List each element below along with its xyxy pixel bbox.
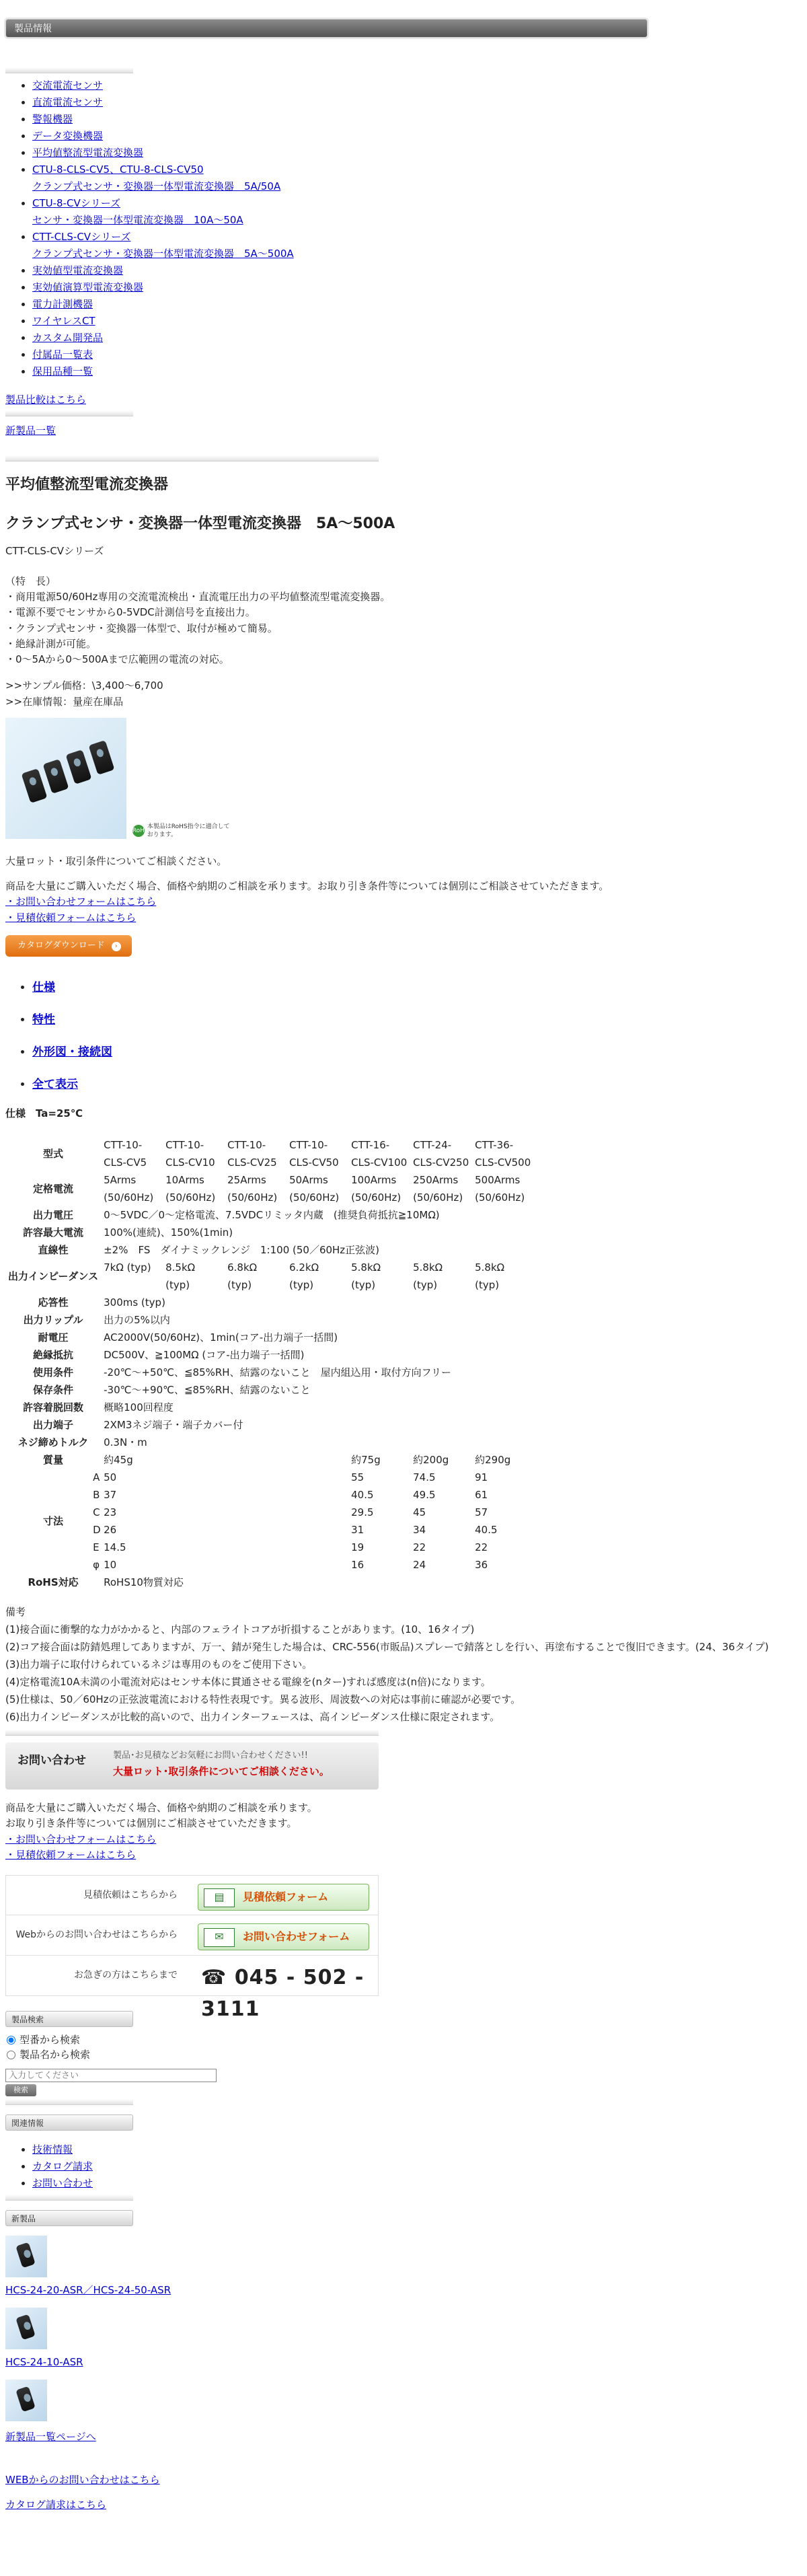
spec-table (5, 1136, 534, 1591)
table-row: 耐電圧 AC2000V(50/60Hz)、1min(コア-出力端子一括間) (38, 1331, 338, 1344)
stock-info: >>在庫情報：量産在庫品 (5, 695, 124, 708)
nav-item[interactable]: • データ変換機器 (32, 128, 802, 145)
tab-show-all[interactable]: 全て表示 (32, 1077, 78, 1091)
table-row: 絶縁抵抗 DC500V、≧100MΩ (コア-出力端子一括間) (33, 1348, 305, 1362)
table-row: 直線性 ±2% FS ダイナミックレンジ 1:100 (50／60Hz正弦波) (38, 1243, 380, 1257)
tab-spec[interactable]: 仕様 (32, 980, 55, 994)
inquiry-form-link[interactable]: ・お問い合わせフォームはこちら (5, 895, 157, 908)
inquiry-banner: お問い合わせ 製品･お見積などお気軽にお問い合わせください!! 大量ロット･取引条件についてご相談ください。 (5, 1742, 379, 1790)
bulk-note: 商品を大量にご購入いただく場合、価格や納期のご相談を承ります。お取り引き条件等については個別にご相談させていただきます。 (5, 880, 609, 893)
related-header: 関連情報 (5, 2114, 133, 2131)
search-input[interactable] (5, 2069, 217, 2082)
product-image (5, 718, 126, 839)
table-row: 定格電流 5Arms (50/60Hz) 10Arms (50/60Hz) 25Arms (50/60Hz) 50Arms (50/60Hz) 100Arms (50/60Hz) 250Arms (50/60Hz) 500Arms (50/60Hz) (33, 1174, 525, 1204)
new-product-link[interactable]: HCS-24-10-ASR (5, 2356, 83, 2369)
new-product-image[interactable] (5, 2236, 47, 2277)
mail-icon: ✉ (204, 1928, 235, 1947)
table-row: ネジ締めトルク 0.3N・m (17, 1436, 147, 1449)
related-list (5, 2141, 802, 2192)
arrow-right-icon: › (112, 942, 121, 951)
catalog-download-button[interactable]: カタログダウンロード › (5, 935, 132, 957)
related-link[interactable]: カタログ請求 (32, 2160, 93, 2172)
nav-item[interactable]: • CTT-CLS-CVシリーズ クランプ式センサ・変換器一体型電流変換器 5A～500A (32, 229, 802, 262)
table-row: 型式 CTT-10-CLS-CV5 CTT-10-CLS-CV10 CTT-10-CLS-CV25 CTT-10-CLS-CV50 CTT-16-CLS-CV100 CTT-24-CLS-CV250 CTT-36-CLS-CV500 (43, 1139, 531, 1169)
table-row: 許容最大電流 100%(連続)、150%(1min) (23, 1226, 233, 1239)
inquiry-form-link[interactable]: ・お問い合わせフォームはこちら (5, 1833, 157, 1845)
table-row: 出力インピーダンス 7kΩ (typ) 8.5kΩ (typ) 6.8kΩ (typ) 6.2kΩ (typ) 5.8kΩ (typ) 5.8kΩ (typ) 5.8kΩ (typ) (8, 1261, 505, 1292)
new-products-header: 新製品 (5, 2210, 133, 2226)
document-icon: ▤ (204, 1888, 235, 1907)
series-name: CTT-CLS-CVシリーズ (5, 544, 104, 557)
table-row: RoHS対応 RoHS10物質対応 (28, 1576, 184, 1589)
divider (5, 2099, 133, 2105)
nav-item[interactable]: • 交流電流センサ (32, 77, 802, 94)
table-row: D 26 31 34 40.5 (93, 1524, 498, 1537)
new-product-image[interactable] (5, 2380, 47, 2421)
nav-item[interactable]: • 電力計測機器 (32, 296, 802, 313)
table-row: B 37 40.5 49.5 61 (93, 1489, 488, 1502)
section-tabs (5, 971, 802, 1101)
rohs-icon: RoHS (132, 825, 145, 837)
estimate-form-button[interactable]: ▤ 見積依頼フォーム (198, 1884, 369, 1911)
web-inquiry-link[interactable]: WEBからのお問い合わせはこちら (5, 2473, 160, 2486)
nav-item[interactable]: • 実効値演算型電流変換器 (32, 279, 802, 296)
nav-item[interactable]: • CTU-8-CVシリーズ センサ・変換器一体型電流変換器 10A～50A (32, 195, 802, 229)
table-row: 質量 約45g 約75g 約200g 約290g (43, 1453, 511, 1467)
product-info-header: 製品情報 (5, 19, 648, 38)
table-row: 出力電圧 0～5VDC／0～定格電流、7.5VDCリミッタ内蔵 (推奨負荷抵抗≧10MΩ) (33, 1208, 440, 1222)
estimate-form-link[interactable]: ・見積依頼フォームはこちら (5, 1848, 137, 1861)
category-title: 平均値整流型電流変換器 (5, 476, 169, 493)
table-row: φ 10 16 24 36 (93, 1559, 488, 1572)
product-title: クランプ式センサ・変換器一体型電流変換器 5A～500A (5, 515, 395, 532)
nav-item[interactable]: • CTU-8-CLS-CV5、CTU-8-CLS-CV50 クランプ式センサ・変換器一体型電流変換器 5A/50A (32, 161, 802, 195)
new-products-link[interactable]: 新製品一覧 (5, 425, 56, 437)
tab-characteristics[interactable]: 特性 (32, 1013, 55, 1027)
divider (5, 1730, 379, 1736)
nav-item[interactable]: • 実効値型電流変換器 (32, 262, 802, 279)
related-link[interactable]: お問い合わせ (32, 2176, 93, 2189)
nav-item[interactable]: • 保用品種一覧 (32, 363, 802, 380)
table-row: 出力リップル 出力の5%以内 (23, 1313, 170, 1327)
divider (5, 2195, 133, 2201)
estimate-row: 見積依頼はこちらから ▤ 見積依頼フォーム (5, 1875, 379, 1915)
features: （特 長） ・商用電源50/60Hz専用の交流電流検出・直流電圧出力の平均値整流型電流変換器。 ・電源不要でセンサから0-5VDC計測信号を直接出力。 ・クランプ式センサ・変換器一体型で、取付が極めて簡易。 ・絶縁計測が可能。 ・0～5Aから0～500Aまで広範囲の電流の対応。 (5, 575, 391, 666)
search-button[interactable]: 検索 (5, 2084, 36, 2096)
radio-name[interactable] (7, 2051, 15, 2059)
notes: 備考 (1)接合面に衝撃的な力がかかると、内部のフェライトコアが折損することがあります。(10、16タイプ) (2)コア接合面は防錆処理してありますが、万一、錆が発生した場合は、CRC-556(市販品)スプレーで錆落としを行い、再塗布することで復旧できます。(24、36タイプ) (3)出力端子に取付けられているネジは専用のものをご使用下さい。 (4)定格電流10A未満の小電流対応はセンサ本体に貫通させる電線を(nター)すれば感度は(n倍)になります。 (5)仕様は、50／60Hzの正弦波電流における特性表現です。異る波形、周波数への対応は事前に確認が必要です。 (6)出力インピーダンスが比較的高いので、出力インターフェースは、高インピーダンス仕様に限定されます。 (5, 1606, 769, 1724)
inquiry-form-button[interactable]: ✉ お問い合わせフォーム (198, 1923, 369, 1950)
category-nav (5, 77, 802, 380)
compare-link[interactable]: 製品比較はこちら (5, 394, 87, 406)
phone-row: お急ぎの方はこちらまで ☎ 045 - 502 - 3111 (5, 1956, 379, 1996)
page: 製品情報 • 交流電流センサ • 直流電流センサ • 警報機器 • データ変換機器 • 平均値整流型電流変換器 • CTU-8-CLS-CV5、CTU-8-CLS-CV50 クランプ式センサ・変換器一体型電流変換器 5A/50A • CTU-8-CVシリーズ センサ・変換器一体型電流変換器 10A～50A • CTT-CLS-CVシリーズ クランプ式センサ・変換器一体型電流変換器 5A～500A • 実効値型電流変換器 • 実効値演算型電流変換器 • 電力計測機器 • ワイヤレスCT • カスタム開発品 • 付属品一覧表 • 保用品種一覧 製品比較はこちら 新製品一覧 平均値整流型電流変換器 クランプ式センサ・変換器一体型電流変換器 5A～500A CTT-CLS-CVシリーズ （特 長） ・商用電源50/60Hz専用の交流電流検出・直流電圧出力の平均値整流型電流変換器。 ・電源不要でセンサから0-5VDC計測信号を直接出力。 ・クランプ式センサ・変換器一体型で、取付が極めて簡易。 ・絶縁計測が可能。 ・0～5Aから0～500Aまで広範囲の電流の対応。 >>サンプル価格：\3,400～6,700 >>在庫情報：量産在庫品 RoHS本製品はRoHS指令に適合して おります。 大量ロット・取引条件についてご相談ください。 商品を大量にご購入いただく場合、価格や納期のご相談を承ります。お取り引き条件等については個別にご相談させていただきます。 ・お問い合わせフォームはこちら ・見積依頼フォームはこちら カタログダウンロード › • 仕様 • 特性 • 外形図・接続図 • 全て表示 仕様 Ta=25℃ 型式 CTT-10-CLS-CV5 CTT-10-CLS-CV10 CTT-10-CLS-CV25 CTT-10-CLS-CV50 CTT-16-CLS-CV100 CTT-24-CLS-CV250 CTT-36-CLS-CV500 定格電流 5Arms (50/60Hz) 10Arms (50/60Hz) 25Arms (50/60Hz) 50Arms (50/60Hz) 100Arms (50/60Hz) 250Arms (50/60Hz) 500Arms (50/60Hz) 出力電圧 0～5VDC／0～定格電流、7.5VDCリミッタ内蔵 (推奨負荷抵抗≧10MΩ) 許容最大電流 100%(連続)、150%(1min) 直線性 ±2% FS ダイナミックレンジ 1:100 (50／60Hz正弦波) 出力インピーダンス 7kΩ (typ) 8.5kΩ (typ) 6.8kΩ (typ) 6.2kΩ (typ) 5.8kΩ (typ) 5.8kΩ (typ) 5.8kΩ (typ) 応答性 300ms (typ) 出力リップル 出力の5%以内 耐電圧 AC2000V(50/60Hz)、1min(コア-出力端子一括間) 絶縁抵抗 DC500V、≧100MΩ (コア-出力端子一括間) 使用条件 -20℃～+50℃、≦85%RH、結露のないこと 屋内組込用・取付方向フリー 保存条件 -30℃～+90℃、≦85%RH、結露のないこと 許容着脱回数 概略100回程度 出力端子 2XM3ネジ端子・端子カバー付 ネジ締めトルク 0.3N・m 質量 約45g 約75g 約200g 約290g 寸法 A 50 55 74.5 91 B 37 40.5 49.5 61 C 23 29.5 45 57 D 26 31 34 40.5 E 14.5 19 22 22 φ 10 16 24 36 RoHS対応 RoHS10物質対応 備考 (1)接合面に衝撃的な力がかかると、内部のフェライトコアが折損することがあります。(10、16タイプ) (2)コア接合面は防錆処理してありますが、万一、錆が発生した場合は、CRC-556(市販品)スプレーで錆落としを行い、再塗布することで復旧できます。(24、36タイプ) (3)出力端子に取付けられているネジは専用のものをご使用下さい。 (4)定格電流10A未満の小電流対応はセンサ本体に貫通させる電線を(nター)すれば感度は(n倍)になります。 (5)仕様は、50／60Hzの正弦波電流における特性表現です。異る波形、周波数への対応は事前に確認が必要です。 (6)出力インピーダンスが比較的高いので、出力インターフェースは、高インピーダンス仕様に限定されます。 お問い合わせ 製品･お見積などお気軽にお問い合わせください!! 大量ロット･取引条件についてご相談ください。 商品を大量にご購入いただく場合、価格や納期のご相談を承ります。 お取り引き条件等については個別にご相談させていただきます。 ・お問い合わせフォームはこちら ・見積依頼フォームはこちら 見積依頼はこちらから ▤ 見積依頼フォーム Webからのお問い合わせはこちらから ✉ お問い合わせフォーム お急ぎの方はこちらまで ☎ 045 - 502 - 3111 製品検索 型番から検索 製品名から検索 入力してください 検索 関連情報 • 技術情報 • カタログ請求 • お問い合わせ 新製品 HCS-24-20-ASR／HCS-24-50-ASR HCS-24-10-ASR 新製品一覧ページへ WEBからのお問い合わせはこちら カタログ請求はこちら (5, 0, 802, 2513)
web-inquiry-row: Webからのお問い合わせはこちらから ✉ お問い合わせフォーム (5, 1915, 379, 1956)
phone-number: ☎ 045 - 502 - 3111 (201, 1966, 364, 2021)
table-row: 寸法 A 50 55 74.5 91 (43, 1471, 488, 1527)
nav-item[interactable]: • カスタム開発品 (32, 330, 802, 346)
nav-item[interactable]: • 直流電流センサ (32, 94, 802, 111)
product-search-header: 製品検索 (5, 2011, 133, 2027)
catalog-request-link[interactable]: カタログ請求はこちら (5, 2498, 107, 2511)
nav-item[interactable]: • ワイヤレスCT (32, 313, 802, 330)
divider (5, 67, 133, 73)
tab-dimensions[interactable]: 外形図・接続図 (32, 1045, 112, 1059)
new-products-more-link[interactable]: 新製品一覧ページへ (5, 2431, 96, 2443)
nav-item[interactable]: • 平均値整流型電流変換器 (32, 145, 802, 161)
lot-note: 大量ロット・取引条件についてご相談ください。 (5, 854, 227, 867)
estimate-form-link[interactable]: ・見積依頼フォームはこちら (5, 911, 137, 924)
table-row: 応答性 300ms (typ) (38, 1296, 165, 1309)
divider (5, 410, 133, 416)
table-row: 使用条件 -20℃～+50℃、≦85%RH、結露のないこと 屋内組込用・取付方向フリー (33, 1366, 451, 1379)
table-row: 許容着脱回数 概略100回程度 (23, 1401, 174, 1414)
spec-title: 仕様 Ta=25℃ (5, 1107, 83, 1119)
new-product-image[interactable] (5, 2308, 47, 2349)
related-link[interactable]: 技術情報 (32, 2143, 73, 2156)
table-row: 保存条件 -30℃～+90℃、≦85%RH、結露のないこと (33, 1383, 311, 1397)
new-product-link[interactable]: HCS-24-20-ASR／HCS-24-50-ASR (5, 2283, 171, 2296)
sample-price: >>サンプル価格：\3,400～6,700 (5, 679, 163, 692)
table-row: E 14.5 19 22 22 (93, 1541, 488, 1554)
nav-item[interactable]: • 付属品一覧表 (32, 346, 802, 363)
search-options: 型番から検索 製品名から検索 (5, 2032, 802, 2062)
radio-model[interactable] (7, 2036, 15, 2045)
divider (5, 455, 379, 462)
table-row: 出力端子 2XM3ネジ端子・端子カバー付 (33, 1418, 243, 1432)
table-row: C 23 29.5 45 57 (93, 1506, 488, 1519)
nav-item[interactable]: • 警報機器 (32, 111, 802, 128)
rohs-badge: RoHS本製品はRoHS指令に適合して おります。 (132, 823, 230, 838)
